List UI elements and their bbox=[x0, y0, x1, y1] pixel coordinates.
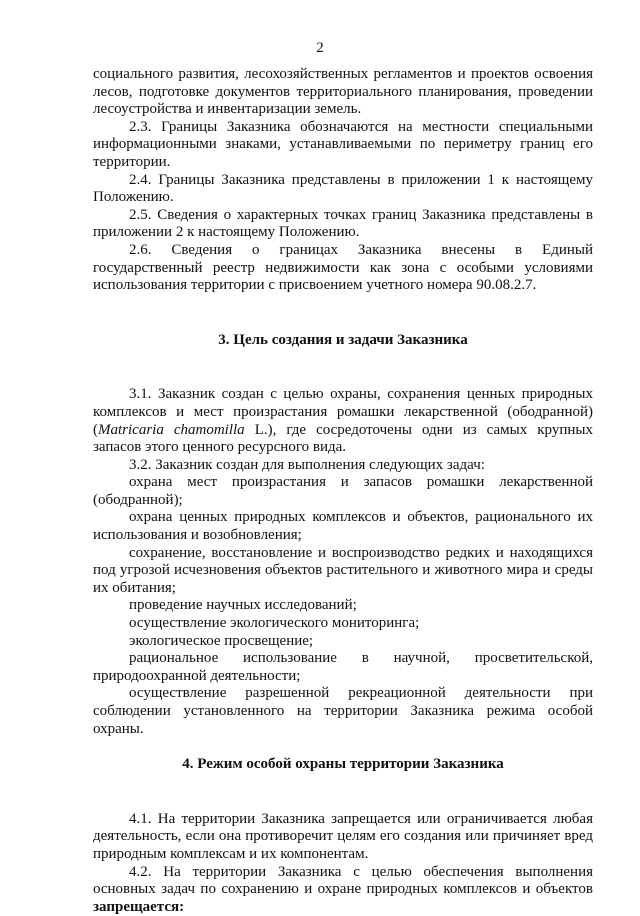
paragraph-2-5: 2.5. Сведения о характерных точках границ Заказника представлены в приложении 2 к настоящему Положению. bbox=[93, 206, 593, 241]
document-body bbox=[93, 66, 593, 916]
paragraph-3-1-text-a: 3.1. Заказник создан с целью охраны, сохранения ценных природных комплексов и мест произрастания ромашки лекарственной (ободранной) ( bbox=[93, 386, 593, 438]
task-item: рациональное использование в научной, просветительской, природоохранной деятельности; bbox=[93, 650, 593, 684]
section-3-heading: 3. Цель создания и задачи Заказника bbox=[218, 331, 468, 348]
paragraph-2-1-continuation: социального развития, лесохозяйственных регламентов и проектов освоения лесов, подготовке документов территориального планирования, проведении лесоустройства и инвентаризации земель. bbox=[93, 66, 593, 118]
section-4-heading: 4. Режим особой охраны территории Заказника bbox=[182, 756, 504, 773]
task-item: осуществление разрешенной рекреационной деятельности при соблюдении установленного на территории Заказника режима особой охраны. bbox=[93, 685, 593, 737]
task-item: сохранение, восстановление и воспроизводство редких и находящихся под угрозой исчезновения объектов растительного и животного мира и среды их обитания; bbox=[93, 544, 593, 596]
task-item: охрана ценных природных комплексов и объектов, рационального их использования и возобновления; bbox=[93, 509, 593, 544]
page-number: 2 bbox=[316, 40, 324, 56]
paragraph-4-1: 4.1. На территории Заказника запрещается или ограничивается любая деятельность, если она противоречит целям его создания или причиняет вред природным комплексам и их компонентам. bbox=[93, 810, 593, 862]
latin-species-name: Matricaria chamomilla bbox=[98, 421, 245, 438]
paragraph-4-2-text: 4.2. На территории Заказника с целью обеспечения выполнения основных задач по сохранению и охране природных комплексов и объектов bbox=[93, 863, 593, 898]
paragraph-3-1 bbox=[93, 386, 593, 456]
paragraph-2-4: 2.4. Границы Заказника представлены в приложении 1 к настоящему Положению. bbox=[93, 171, 593, 206]
task-item: осуществление экологического мониторинга; bbox=[129, 615, 420, 632]
paragraph-4-2-bold: запрещается: bbox=[93, 898, 185, 915]
paragraph-2-3: 2.3. Границы Заказника обозначаются на местности специальными информационными знаками, устанавливаемыми по периметру границ его территории. bbox=[93, 118, 593, 170]
paragraph-3-2: 3.2. Заказник создан для выполнения следующих задач: bbox=[129, 456, 485, 473]
paragraph-3-1-text-b: L.), где сосредоточены одни из самых крупных запасов этого ценного ресурсного вида. bbox=[93, 421, 593, 456]
paragraph-2-6: 2.6. Сведения о границах Заказника внесены в Единый государственный реестр недвижимости как зона с особыми условиями использования территории с присвоением учетного номера 90.08.2.7. bbox=[93, 241, 593, 294]
task-item: охрана мест произрастания и запасов ромашки лекарственной (ободранной); bbox=[93, 474, 593, 508]
task-item: проведение научных исследований; bbox=[129, 597, 357, 614]
paragraph-4-2 bbox=[93, 864, 593, 916]
task-item: экологическое просвещение; bbox=[129, 632, 314, 649]
